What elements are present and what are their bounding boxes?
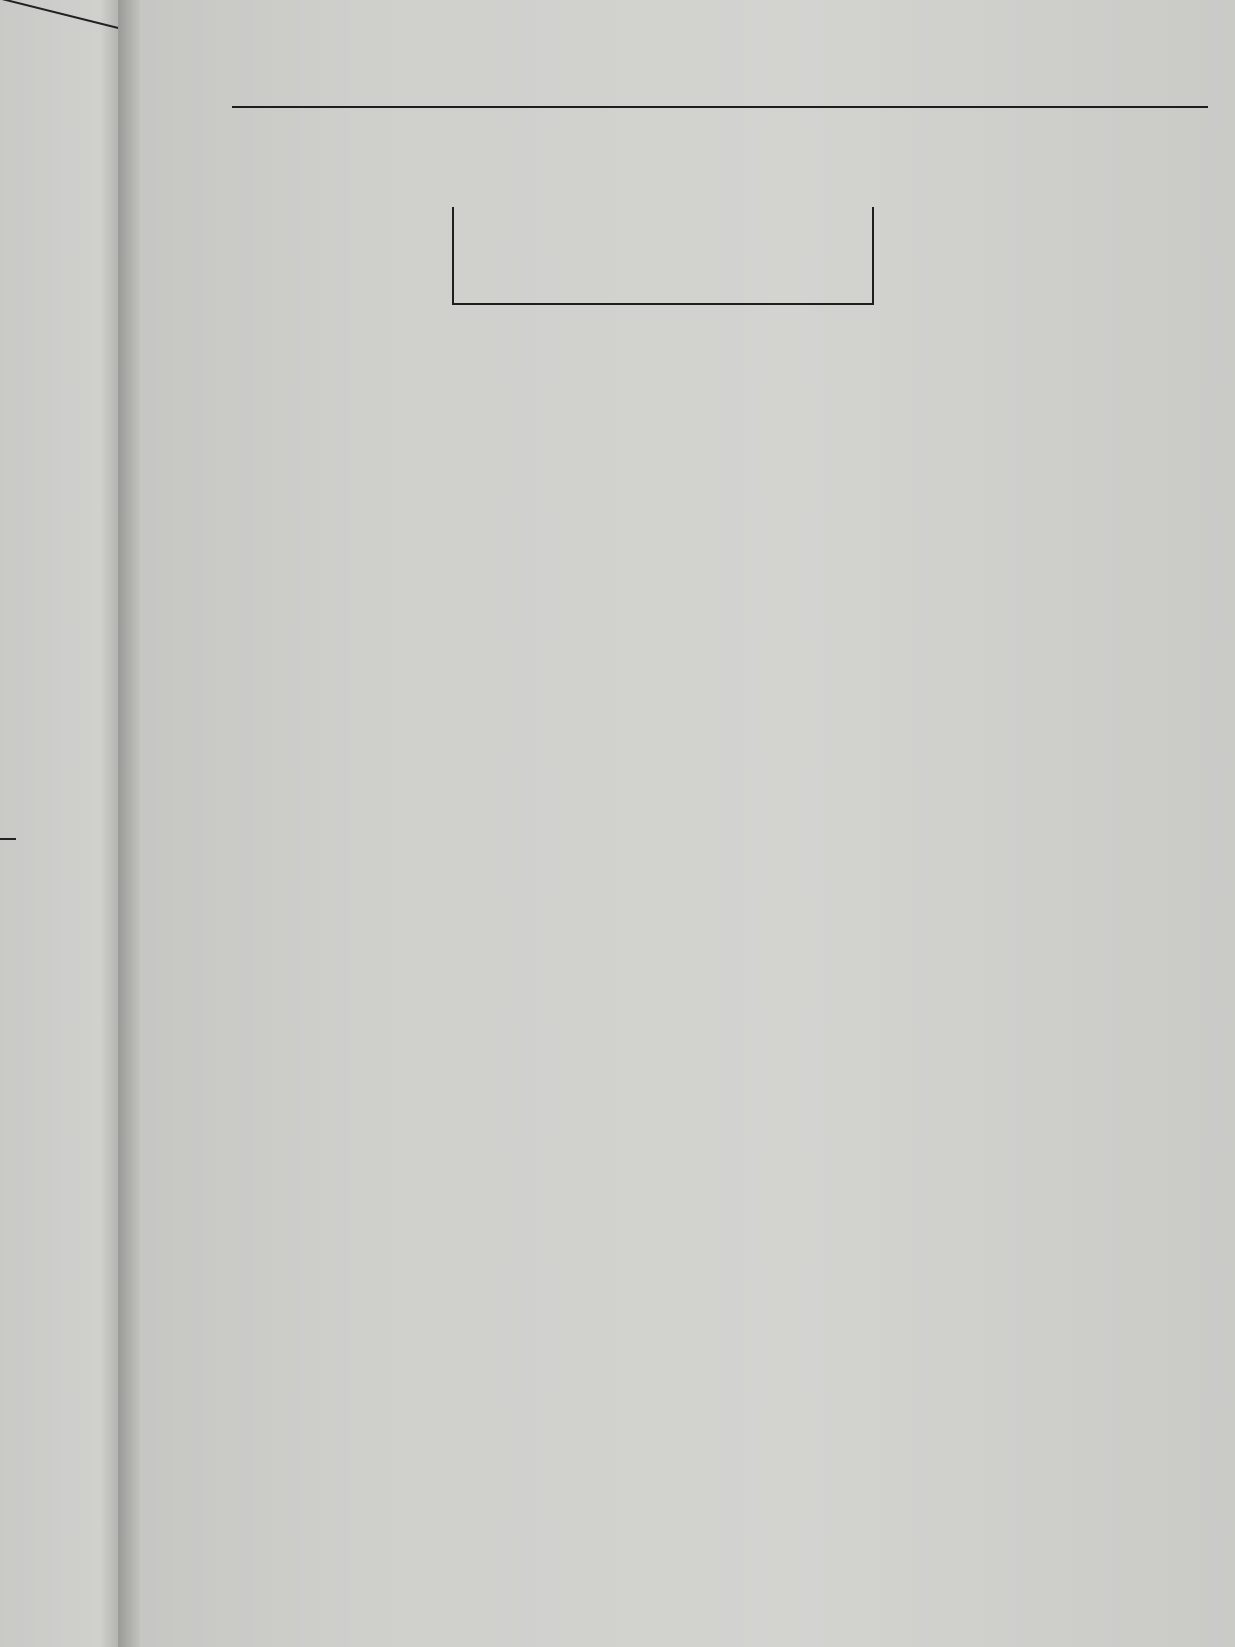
facing-page-header [0,0,125,38]
newspaper-page [140,0,1235,1647]
masthead [232,86,1208,108]
facing-page-text [0,0,118,35]
column-3 [688,346,904,354]
facing-page-rule [0,838,16,840]
intro-box [452,207,874,305]
book-gutter [118,0,142,1647]
column-1 [232,206,448,214]
facing-page [0,0,125,1647]
column-2 [460,346,676,354]
column-4 [916,206,1132,214]
article-headline [216,146,1024,198]
